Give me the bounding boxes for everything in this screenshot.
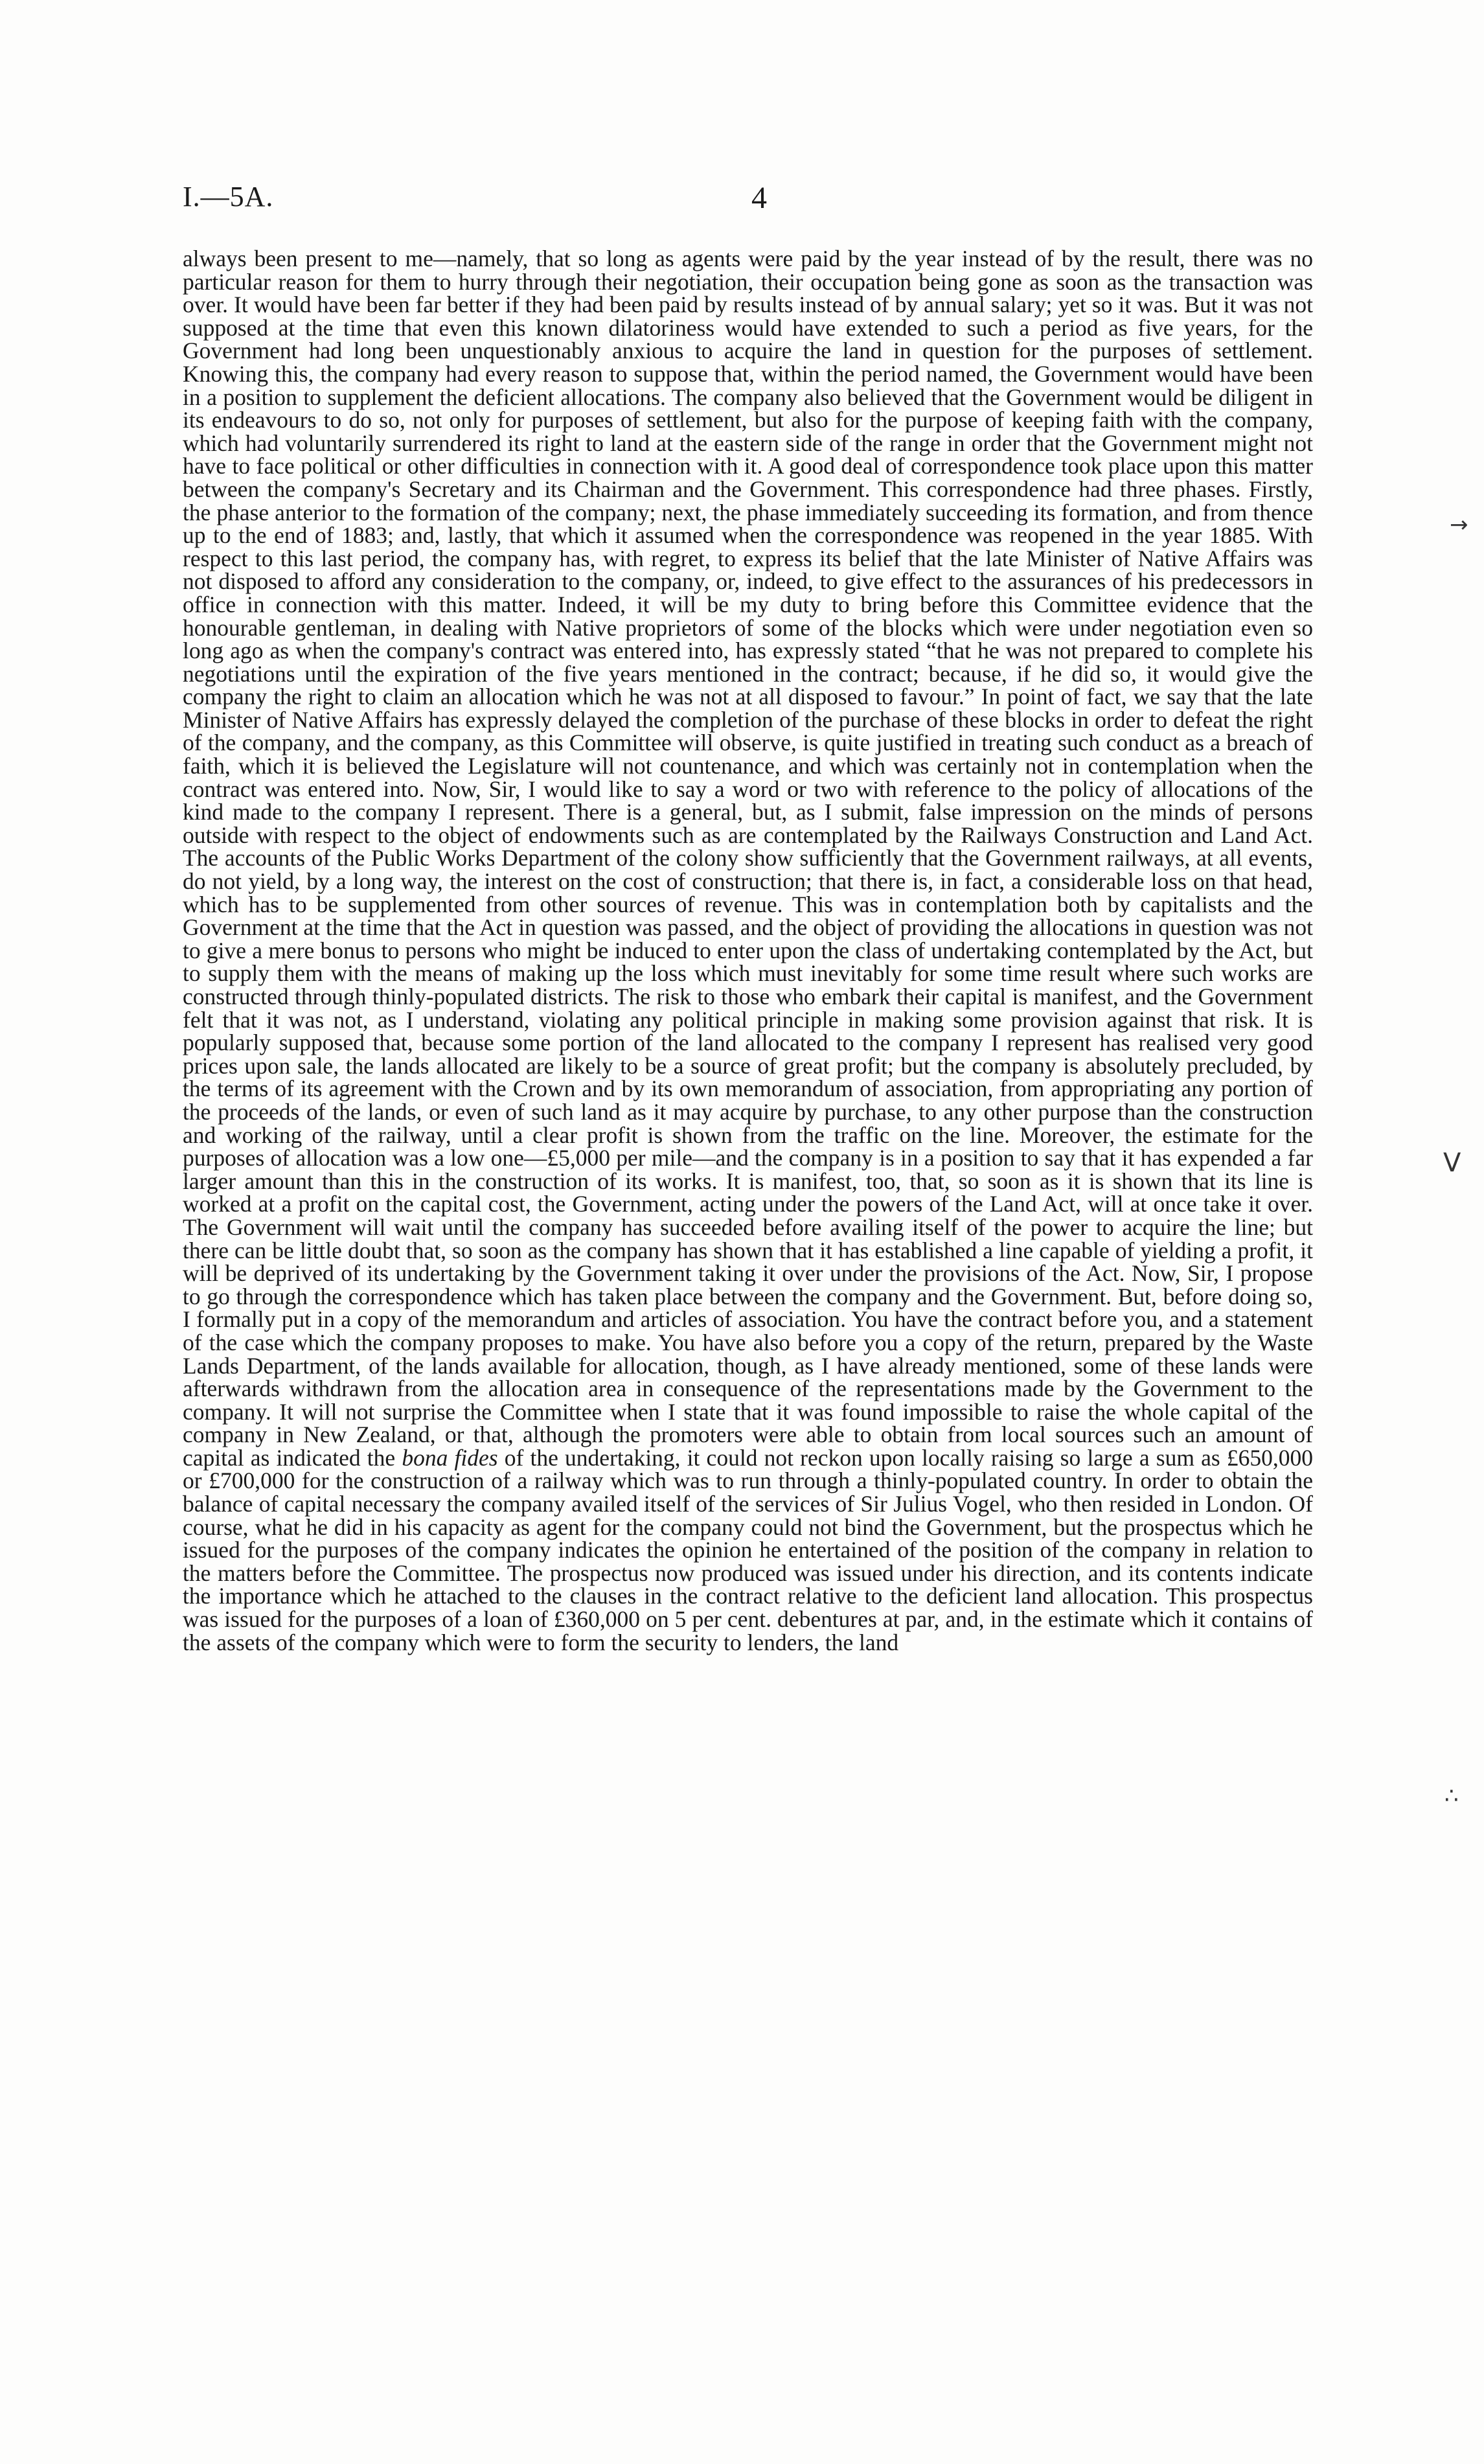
body-paragraph <box>183 248 1313 1654</box>
page-header <box>183 180 1336 219</box>
margin-mark-dots: ∴ <box>1444 1783 1459 1809</box>
margin-mark-arrow: → <box>1450 512 1468 538</box>
italic-phrase: bona fides <box>402 1444 498 1471</box>
page-number: 4 <box>751 181 767 215</box>
margin-mark-v: V <box>1443 1148 1461 1178</box>
body-text-part-2: of the undertaking, it could not reckon upon locally raising so large a sum as £650,000 or £700,000 for the construction of a railway which was to run through a thinly-populated country. In order to obtain the balance of capital necessary the company availed itself of the services of Sir Julius Vogel, who then resided in London. Of course, what he did in his capacity as agent for the company could not bind the Government, but the prospectus which he issued for the purposes of the company indicates the opinion he entertained of the position of the company in relation to the matters before the Committee. The prospectus now produced was issued under his direction, and its contents indicate the importance which he attached to the clauses in the contract relative to the deficient land allocation. This prospectus was issued for the purposes of a loan of £360,000 on 5 per cent. debentures at par, and, in the estimate which it contains of the assets of the company which were to form the security to lenders, the land <box>183 1444 1313 1655</box>
document-reference: I.—5A. <box>183 181 274 213</box>
body-text <box>183 248 1313 1654</box>
body-text-part-1: always been present to me—namely, that so long as agents were paid by the year instead of by the result, there was no particular reason for them to hurry through their negotiation, their occupation being gone as soon as the transaction was over. It would have been far better if they had been paid by results instead of by annual salary; yet so it was. But it was not supposed at the time that even this known dilatoriness would have extended to such a period as five years, for the Government had long been unquestionably anxious to acquire the land in question for the purposes of settlement. Knowing this, the company had every reason to suppose that, within the period named, the Government would have been in a position to supplement the deficient allocations. The company also believed that the Government would be diligent in its endeavours to do so, not only for purposes of settlement, but also for the purpose of keeping faith with the company, which had voluntarily surrendered its right to land at the eastern side of the range in order that the Government might not have to face political or other difficulties in connection with it. A good deal of correspondence took place upon this matter between the company's Secretary and its Chairman and the Government. This correspondence had three phases. Firstly, the phase anterior to the formation of the company; next, the phase immediately succeeding its formation, and from thence up to the end of 1883; and, lastly, that which it assumed when the correspondence was reopened in the year 1885. With respect to this last period, the company has, with regret, to express its belief that the late Minister of Native Affairs was not disposed to afford any consideration to the company, or, indeed, to give effect to the assurances of his predecessors in office in connection with this matter. Indeed, it will be my duty to bring before this Committee evidence that the honourable gentleman, in dealing with Native proprietors of some of the blocks which were under negotiation even so long ago as when the company's contract was entered into, has expressly stated “that he was not prepared to complete his negotiations until the expiration of the five years mentioned in the contract; because, if he did so, it would give the company the right to claim an allocation which he was not at all disposed to favour.” In point of fact, we say that the late Minister of Native Affairs has expressly delayed the completion of the purchase of these blocks in order to defeat the right of the company, and the company, as this Committee will observe, is quite justified in treating such conduct as a breach of faith, which it is believed the Legislature will not countenance, and which was certainly not in contemplation when the contract was entered into. Now, Sir, I would like to say a word or two with reference to the policy of allocations of the kind made to the company I represent. There is a general, but, as I submit, false impression on the minds of persons outside with respect to the object of endowments such as are contemplated by the Railways Construction and Land Act. The accounts of the Public Works Department of the colony show sufficiently that the Government railways, at all events, do not yield, by a long way, the interest on the cost of construction; that there is, in fact, a considerable loss on that head, which has to be supplemented from other sources of revenue. This was in contemplation both by capitalists and the Government at the time that the Act in question was passed, and the object of providing the allocations in question was not to give a mere bonus to persons who might be induced to enter upon the class of undertaking contemplated by the Act, but to supply them with the means of making up the loss which must inevitably for some time result where such works are constructed through thinly-populated districts. The risk to those who embark their capital is manifest, and the Government felt that it was not, as I understand, violating any political principle in making some provision against that risk. It is popularly supposed that, because some portion of the land allocated to the company I represent has realised very good prices upon sale, the lands allocated are likely to be a source of great profit; but the company is absolutely precluded, by the terms of its agreement with the Crown and by its own memorandum of association, from appropriating any portion of the proceeds of the lands, or even of such land as it may acquire by purchase, to any other purpose than the construction and working of the railway, until a clear profit is shown from the traffic on the line. Moreover, the estimate for the purposes of allocation was a low one—£5,000 per mile—and the company is in a position to say that it has expended a far larger amount than this in the construction of its works. It is manifest, too, that, so soon as it is shown that its line is worked at a profit on the capital cost, the Government, acting under the powers of the Land Act, will at once take it over. The Government will wait until the company has succeeded before availing itself of the power to acquire the line; but there can be little doubt that, so soon as the company has shown that it has established a line capable of yielding a profit, it will be deprived of its undertaking by the Government taking it over under the provisions of the Act. Now, Sir, I propose to go through the correspondence which has taken place between the company and the Government. But, before doing so, I formally put in a copy of the memorandum and articles of association. You have the contract before you, and a statement of the case which the company proposes to make. You have also before you a copy of the return, prepared by the Waste Lands Department, of the lands available for allocation, though, as I have already mentioned, some of these lands were afterwards withdrawn from the allocation area in consequence of the representations made by the Government to the company. It will not surprise the Committee when I state that it was found impossible to raise the whole capital of the company in New Zealand, or that, although the promoters were able to obtain from local sources such an amount of capital as indicated the <box>183 246 1313 1471</box>
